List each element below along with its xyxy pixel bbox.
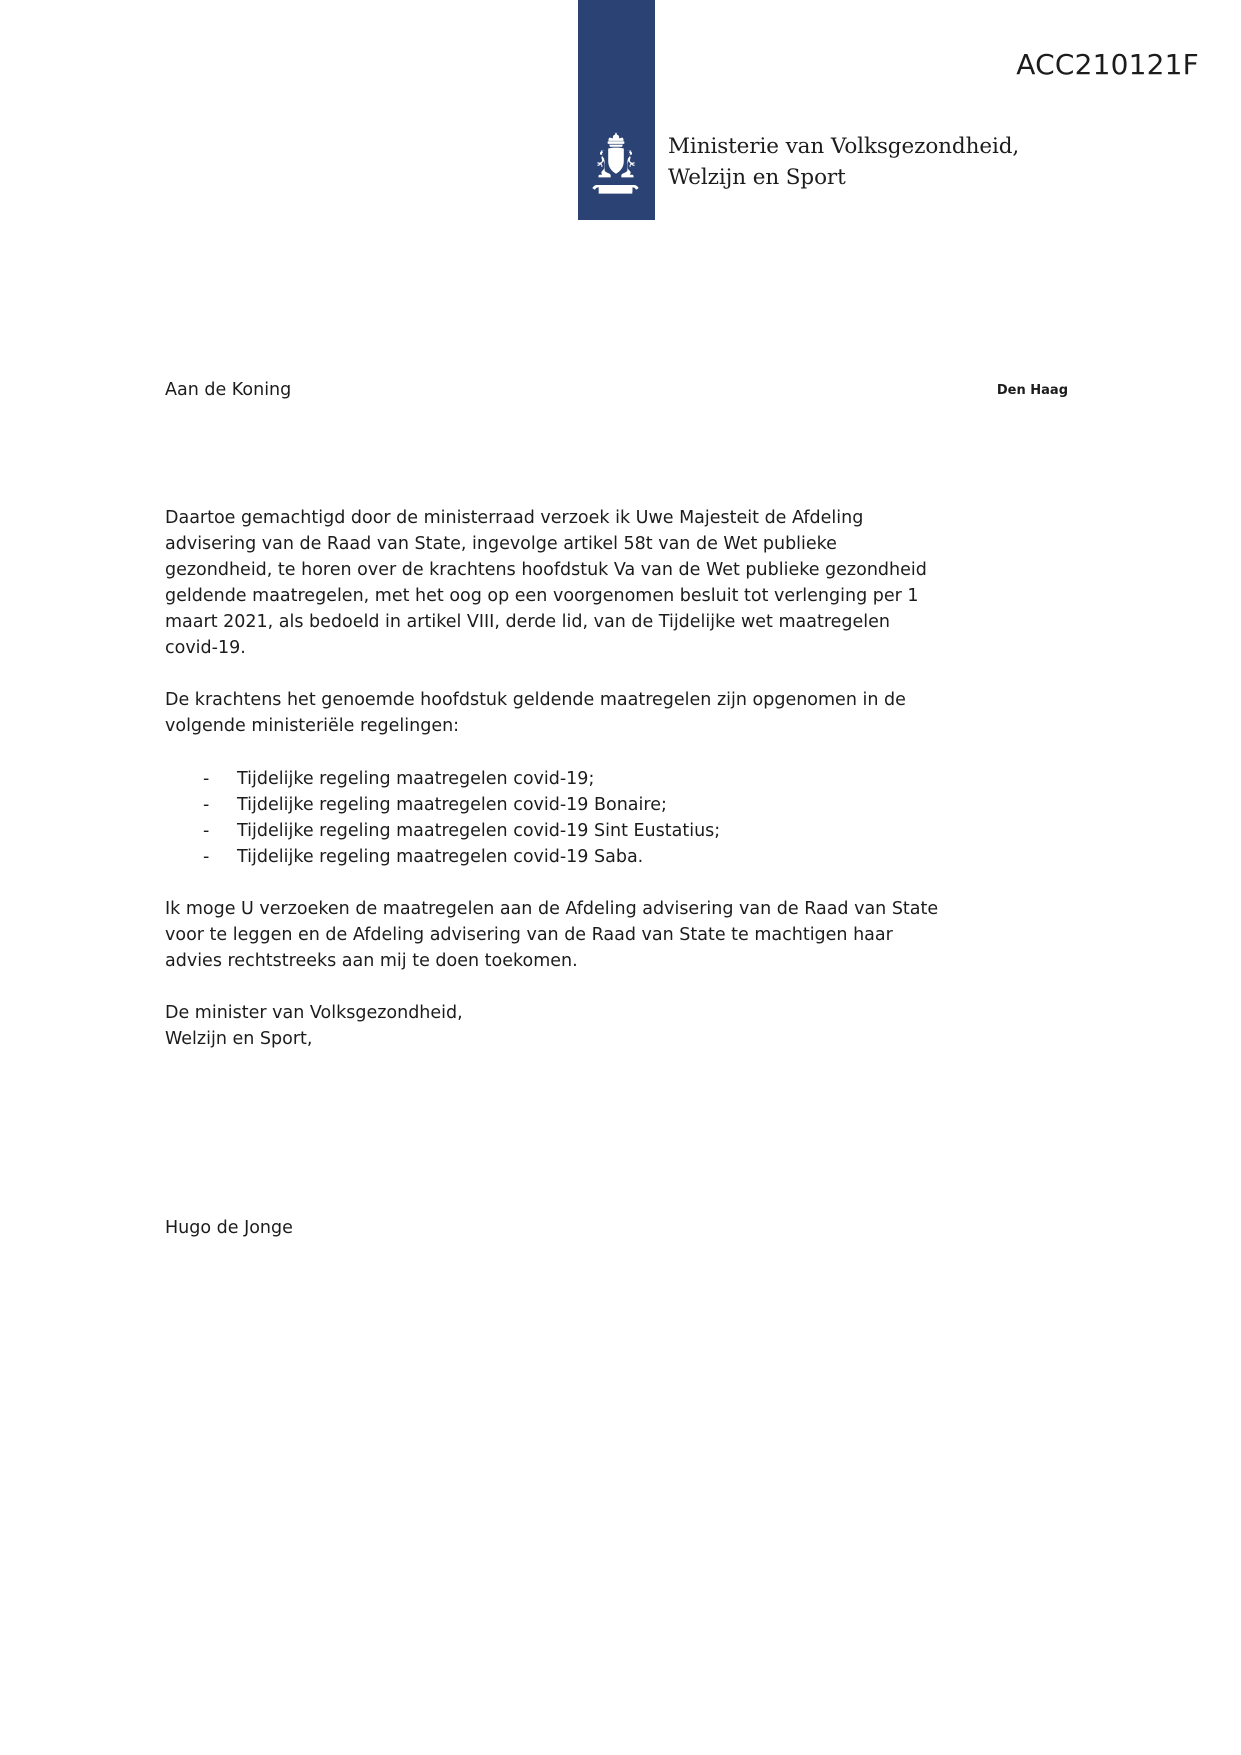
letterhead (0, 0, 1241, 230)
list-item-label: Tijdelijke regeling maatregelen covid-19; (237, 768, 595, 789)
addressee: Aan de Koning (165, 380, 292, 400)
list-item-label: Tijdelijke regeling maatregelen covid-19 Sint Eustatius; (237, 820, 721, 841)
letter-content (165, 505, 940, 1052)
list-item (203, 766, 940, 792)
regulations-list (165, 766, 940, 870)
closing-line-1: De minister van Volksgezondheid, (165, 1002, 463, 1023)
closing-line-2: Welzijn en Sport, (165, 1029, 313, 1049)
netherlands-coat-of-arms-icon (585, 130, 647, 200)
paragraph-1: Daartoe gemachtigd door de ministerraad verzoek ik Uwe Majesteit de Afdeling advisering van de Raad van State, ingevolge artikel 58t van de Wet publieke gezondheid, te horen over de krachtens hoofdstuk Va van de Wet publieke gezondheid geldende maatregelen, met het oog op een voorgenomen besluit tot verlenging per 1 maart 2021, als bedoeld in artikel VIII, derde lid, van de Tijdelijke wet maatregelen covid-19. (165, 508, 927, 659)
list-item-label: Tijdelijke regeling maatregelen covid-19 Bonaire; (237, 794, 667, 815)
addressee-row (165, 380, 1120, 400)
ministry-wordmark (668, 132, 1019, 193)
signer-name: Hugo de Jonge (165, 1218, 293, 1238)
place-label: Den Haag (996, 383, 1068, 398)
list-marker: - (203, 768, 210, 789)
list-marker: - (203, 846, 210, 867)
paragraph-2: De krachtens het genoemde hoofdstuk geldende maatregelen zijn opgenomen in de volgende ministeriële regelingen: (165, 690, 906, 737)
closing-block (165, 1000, 940, 1052)
list-marker: - (203, 820, 210, 841)
document-code: ACC210121F (1016, 48, 1199, 81)
list-item (203, 818, 940, 844)
paragraph-3: Ik moge U verzoeken de maatregelen aan de Afdeling advisering van de Raad van State voor te leggen en de Afdeling advisering van de Raad van State te machtigen haar advies rechtstreeks aan mij te doen toekomen. (165, 898, 939, 971)
list-item-label: Tijdelijke regeling maatregelen covid-19 Saba. (237, 846, 644, 867)
wordmark-line-1: Ministerie van Volksgezondheid, (668, 134, 1020, 159)
list-item (203, 792, 940, 818)
wordmark-line-2: Welzijn en Sport (668, 164, 846, 190)
list-marker: - (203, 794, 210, 815)
list-item (203, 844, 940, 870)
